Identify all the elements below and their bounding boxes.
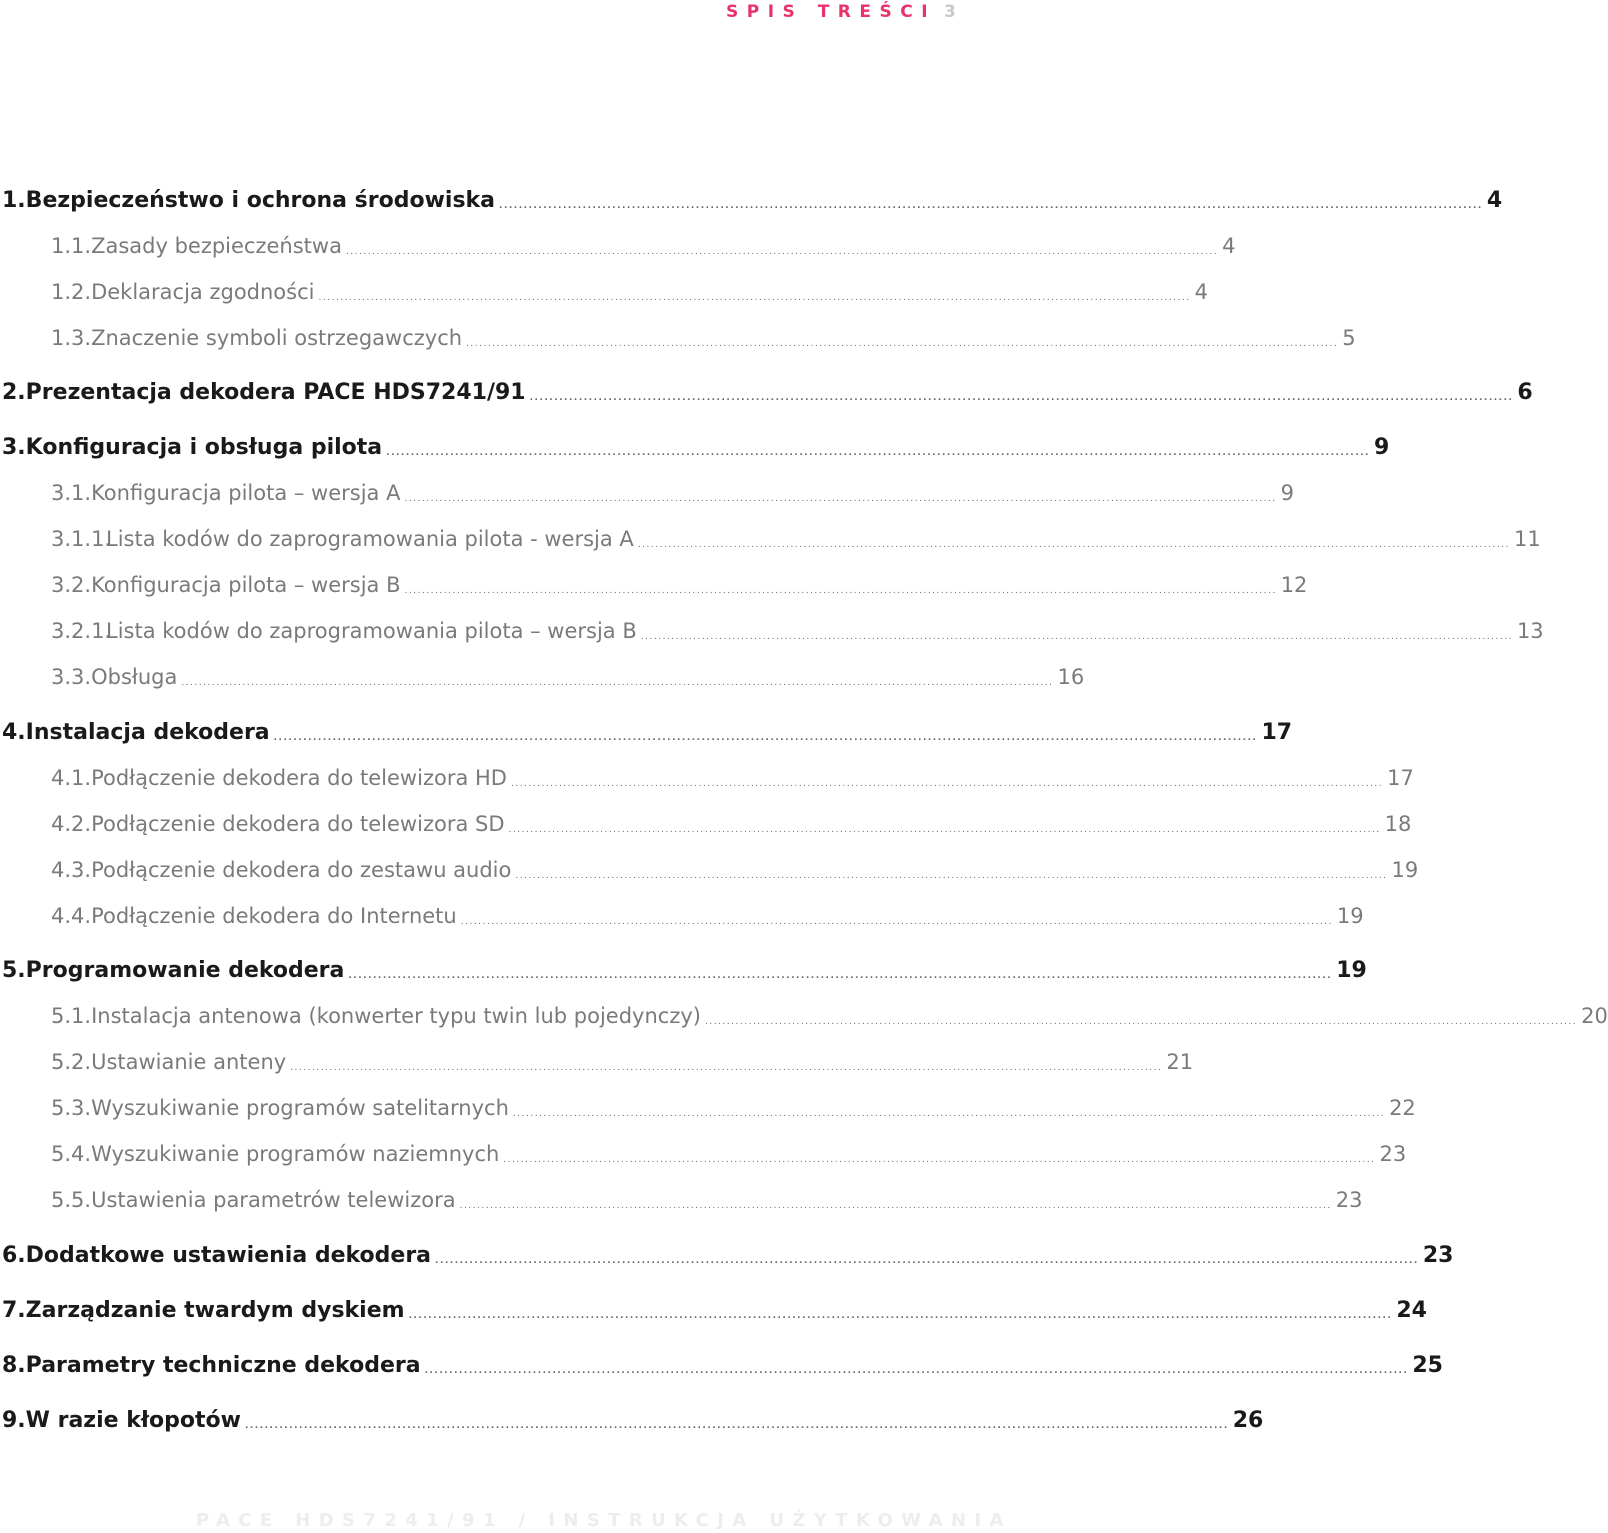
toc-entry-number: 1.2. [51,280,92,304]
toc-entry[interactable] [0,568,1308,602]
toc-entry-page: 19 [1391,858,1419,882]
toc-dot-leader: ........................................................................................................................................................................................................ [318,293,1191,303]
toc-entry[interactable] [0,715,1293,749]
toc-entry[interactable] [0,522,1541,556]
toc-entry-number: 5.5. [51,1188,92,1212]
toc-entry-number: 7. [2,1297,26,1323]
toc-entry-title: Deklaracja zgodności [91,280,315,304]
toc-dot-leader: ........................................................................................................................................................................................................ [459,1201,1332,1211]
toc-dot-leader: ........................................................................................................................................................................................................ [290,1063,1163,1073]
toc-dot-leader: ........................................................................................................................................................................................................ [515,871,1388,881]
toc-entry-page: 17 [1387,766,1414,790]
toc-entry-number: 3.3. [51,665,92,689]
toc-entry-title: Ustawienia parametrów telewizora [91,1188,456,1212]
toc-entry[interactable] [0,1403,1264,1437]
toc-entry-page: 17 [1261,719,1293,745]
toc-entry[interactable] [0,899,1364,933]
toc-entry[interactable] [0,476,1295,510]
toc-entry[interactable] [0,1293,1427,1327]
toc-entry-page: 11 [1513,527,1541,551]
toc-entry-page: 23 [1335,1188,1363,1212]
toc-dot-leader: ........................................................................................................................................................................................................ [408,1311,1393,1321]
toc-entry-number: 3.2. [51,573,92,597]
toc-dot-leader: ........................................................................................................................................................................................................ [181,678,1054,688]
toc-entry-page: 4 [1194,280,1209,304]
toc-dot-leader: ........................................................................................................................................................................................................ [637,540,1510,550]
toc-entry[interactable] [0,853,1419,887]
toc-entry-page: 19 [1336,904,1364,928]
toc-entry-page: 21 [1166,1050,1194,1074]
toc-entry-page: 5 [1342,326,1356,350]
toc-entry-title: Wyszukiwanie programów satelitarnych [91,1096,509,1120]
toc-entry-page: 6 [1517,379,1533,405]
toc-entry-page: 4 [1222,234,1236,258]
toc-entry-page: 24 [1396,1297,1427,1323]
toc-dot-leader: ........................................................................................................................................................................................................ [273,733,1258,743]
toc-entry-page: 23 [1422,1242,1454,1268]
toc-dot-leader: ........................................................................................................................................................................................................ [510,779,1384,789]
toc-dot-leader: ........................................................................................................................................................................................................ [435,1256,1419,1266]
toc-entry-number: 4.3. [51,858,92,882]
toc-dot-leader: ........................................................................................................................................................................................................ [424,1366,1409,1376]
toc-entry-title: Bezpieczeństwo i ochrona środowiska [25,187,496,213]
toc-entry-title: Konfiguracja i obsługa pilota [25,434,383,460]
toc-dot-leader: ........................................................................................................................................................................................................ [345,247,1219,257]
toc-dot-leader: ........................................................................................................................................................................................................ [348,971,1333,981]
toc-entry-page: 18 [1384,812,1412,836]
toc-entry[interactable] [0,183,1503,217]
toc-entry-number: 4.1. [51,766,92,790]
toc-dot-leader: ........................................................................................................................................................................................................ [512,1109,1386,1119]
toc-entry-number: 1.3. [51,326,92,350]
toc-dot-leader: ........................................................................................................................................................................................................ [386,448,1370,458]
toc-entry-title: Zasady bezpieczeństwa [91,234,342,258]
toc-entry-page: 22 [1389,1096,1416,1120]
toc-entry-number: 4.4. [51,904,92,928]
toc-entry-title: Konfiguracja pilota – wersja A [91,481,401,505]
toc-entry[interactable] [0,1183,1363,1217]
toc-entry-page: 16 [1057,665,1085,689]
toc-entry-number: 1.1. [51,234,92,258]
toc-entry-title: Podłączenie dekodera do Internetu [91,904,457,928]
toc-entry-number: 4.2. [51,812,92,836]
toc-entry-title: Instalacja antenowa (konwerter typu twin lub pojedynczy) [91,1004,701,1028]
toc-entry[interactable] [0,660,1085,694]
toc-entry-page: 20 [1581,1004,1608,1028]
toc-entry[interactable] [0,1238,1454,1272]
toc-entry[interactable] [0,229,1236,263]
toc-entry-number: 5.1. [51,1004,92,1028]
toc-entry-title: Obsługa [91,665,178,689]
toc-entry[interactable] [0,953,1367,987]
toc-entry-page: 23 [1379,1142,1407,1166]
toc-dot-leader: ........................................................................................................................................................................................................ [466,339,1339,349]
toc-entry-title: Lista kodów do zaprogramowania pilota - wersja A [106,527,634,551]
toc-entry-number: 1. [2,187,26,213]
toc-entry-title: Ustawianie anteny [91,1050,287,1074]
toc-entry-title: Programowanie dekodera [25,957,345,983]
toc-entry-title: Podłączenie dekodera do zestawu audio [91,858,512,882]
toc-entry-number: 5. [2,957,26,983]
toc-entry[interactable] [0,614,1544,648]
toc-entry[interactable] [0,761,1414,795]
toc-entry-number: 6. [2,1242,26,1268]
toc-entry-number: 3. [2,434,26,460]
toc-entry-page: 19 [1336,957,1367,983]
toc-entry-number: 5.4. [51,1142,92,1166]
toc-entry-title: Wyszukiwanie programów naziemnych [91,1142,500,1166]
toc-entry-number: 5.3. [51,1096,92,1120]
toc-dot-leader: ........................................................................................................................................................................................................ [704,1017,1578,1027]
toc-entry[interactable] [0,375,1533,409]
toc-entry-title: Podłączenie dekodera do telewizora HD [91,766,507,790]
toc-entry-title: W razie kłopotów [25,1407,241,1433]
toc-entry[interactable] [0,1091,1416,1125]
document-footer: PACE HDS7241/91 / INSTRUKCJA UŻYTKOWANIA [196,1510,1012,1531]
toc-entry[interactable] [0,1137,1407,1171]
toc-entry[interactable] [0,1348,1443,1382]
toc-entry-number: 3.1. [51,481,92,505]
toc-dot-leader: ........................................................................................................................................................................................................ [529,393,1514,403]
toc-dot-leader: ........................................................................................................................................................................................................ [640,632,1513,642]
toc-entry[interactable] [0,1045,1194,1079]
toc-entry-title: Prezentacja dekodera PACE HDS7241/91 [25,379,526,405]
toc-entry[interactable] [0,430,1390,464]
toc-entry[interactable] [0,321,1356,355]
toc-entry-number: 4. [2,719,26,745]
toc-entry-title: Konfiguracja pilota – wersja B [91,573,401,597]
toc-entry-page: 13 [1516,619,1544,643]
toc-entry-page: 12 [1280,573,1308,597]
toc-entry-title: Zarządzanie twardym dyskiem [25,1297,405,1323]
toc-entry-number: 3.2.1. [51,619,112,643]
toc-entry-page: 9 [1280,481,1295,505]
toc-dot-leader: ........................................................................................................................................................................................................ [404,586,1277,596]
toc-entry-title: Parametry techniczne dekodera [25,1352,421,1378]
toc-entry-page: 25 [1412,1352,1443,1378]
toc-entry[interactable] [0,807,1412,841]
toc-entry-page: 4 [1486,187,1503,213]
toc-entry-number: 5.2. [51,1050,92,1074]
toc-entry-title: Dodatkowe ustawienia dekodera [25,1242,432,1268]
toc-entry[interactable] [0,999,1608,1033]
toc-entry-title: Znaczenie symboli ostrzegawczych [91,326,463,350]
toc-dot-leader: ........................................................................................................................................................................................................ [460,917,1333,927]
section-header: SPIS TREŚCI [726,2,937,22]
toc-entry-number: 9. [2,1407,26,1433]
toc-entry-title: Instalacja dekodera [25,719,270,745]
toc-entry-page: 26 [1232,1407,1264,1433]
page-number: 3 [944,2,956,22]
toc-dot-leader: ........................................................................................................................................................................................................ [503,1155,1376,1165]
toc-dot-leader: ........................................................................................................................................................................................................ [404,494,1277,504]
toc-entry-number: 8. [2,1352,26,1378]
toc-dot-leader: ........................................................................................................................................................................................................ [244,1421,1229,1431]
toc-entry-title: Lista kodów do zaprogramowania pilota – wersja B [106,619,637,643]
toc-entry-page: 9 [1373,434,1390,460]
toc-dot-leader: ........................................................................................................................................................................................................ [508,825,1381,835]
toc-entry-number: 3.1.1. [51,527,112,551]
toc-entry-title: Podłączenie dekodera do telewizora SD [91,812,505,836]
toc-dot-leader: ........................................................................................................................................................................................................ [499,201,1483,211]
toc-entry-number: 2. [2,379,26,405]
toc-entry[interactable] [0,275,1209,309]
